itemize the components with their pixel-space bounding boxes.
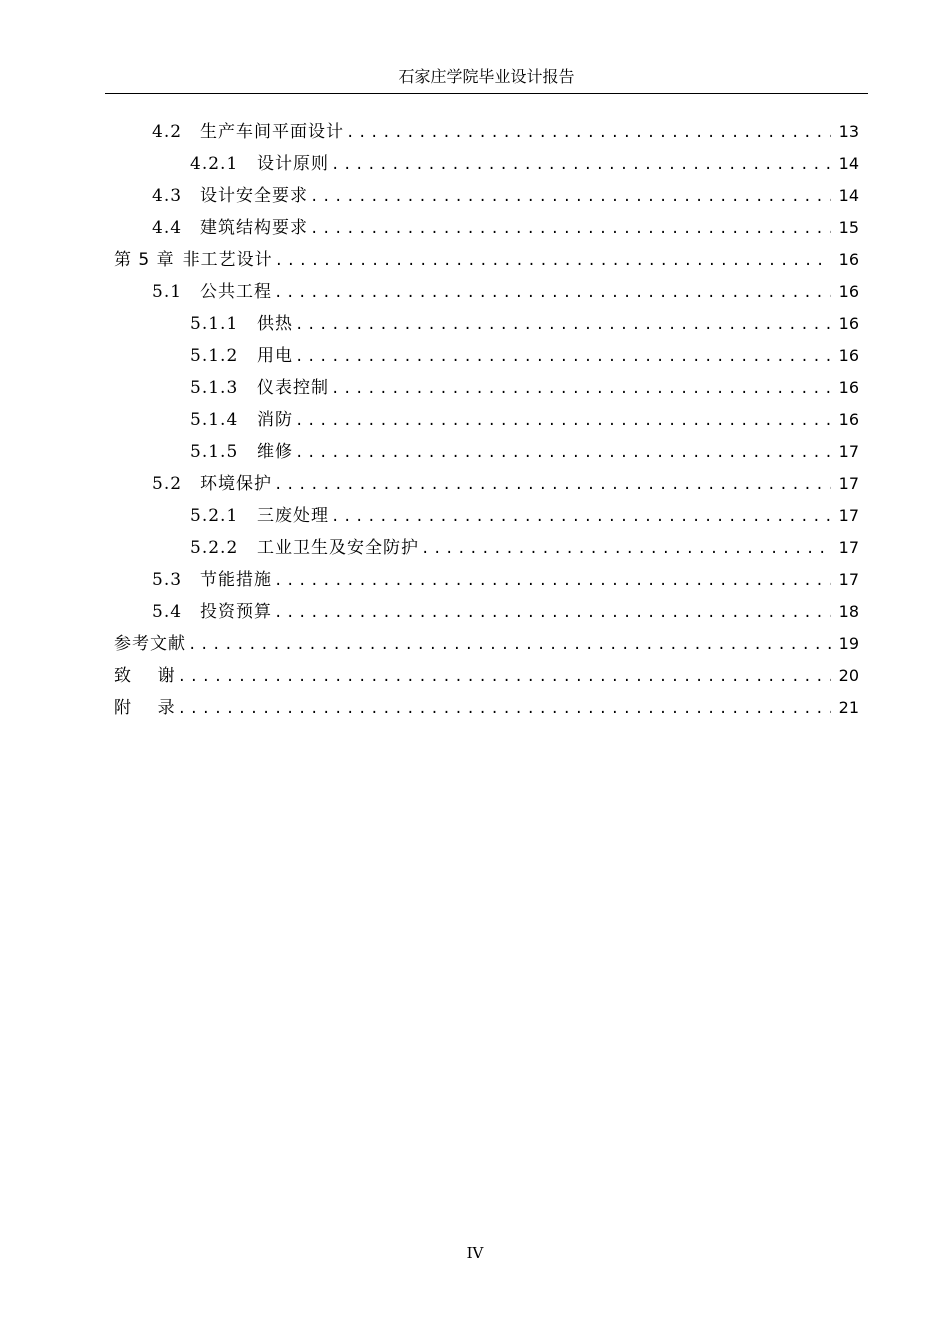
toc-dot-leader <box>188 629 831 661</box>
toc-entry[interactable] <box>114 244 859 276</box>
toc-entry[interactable] <box>190 500 859 532</box>
toc-entry-title: 供热 <box>257 314 293 334</box>
toc-entry-page: 20 <box>838 666 859 685</box>
toc-entry-number: 5.1.1 <box>190 314 239 334</box>
toc-entry-number: 第 5 章 <box>114 250 175 270</box>
toc-dot-leader <box>275 245 831 277</box>
toc-dot-leader <box>421 533 831 565</box>
toc-dot-leader <box>331 501 831 533</box>
toc-entry-number: 4.4 <box>152 218 183 238</box>
toc-entry-title: 非工艺设计 <box>182 250 273 270</box>
toc-entry-number: 5.1.3 <box>190 378 239 398</box>
toc-entry-page: 16 <box>838 314 859 333</box>
toc-entry-number: 5.3 <box>152 570 183 590</box>
toc-dot-leader <box>310 213 831 245</box>
toc-entry-number: 5.1.4 <box>190 410 239 430</box>
toc-entry[interactable] <box>190 308 859 340</box>
toc-entry[interactable] <box>152 564 859 596</box>
toc-entry-title: 致 谢 <box>114 666 176 686</box>
toc-entry-page: 17 <box>838 474 859 493</box>
toc-entry[interactable] <box>152 468 859 500</box>
toc-entry[interactable] <box>152 596 859 628</box>
toc-dot-leader <box>295 437 831 469</box>
toc-entry-page: 17 <box>838 570 859 589</box>
toc-entry-page: 21 <box>838 698 859 717</box>
toc-entry-title: 附 录 <box>114 698 176 718</box>
toc-dot-leader <box>331 149 831 181</box>
toc-dot-leader <box>274 469 831 501</box>
toc-entry-title: 参考文献 <box>114 634 186 654</box>
toc-entry[interactable] <box>190 404 859 436</box>
toc-entry-page: 16 <box>838 282 859 301</box>
toc-entry[interactable] <box>114 660 859 692</box>
toc-entry-page: 17 <box>838 538 859 557</box>
toc-entry[interactable] <box>152 212 859 244</box>
toc-entry[interactable] <box>114 692 859 724</box>
header-rule <box>105 93 868 94</box>
toc-entry-title: 设计安全要求 <box>200 186 308 206</box>
toc-entry-title: 三废处理 <box>257 506 329 526</box>
toc-entry-page: 13 <box>838 122 859 141</box>
toc-entry-page: 14 <box>838 154 859 173</box>
toc-entry-page: 17 <box>838 442 859 461</box>
toc-entry-page: 15 <box>838 218 859 237</box>
toc-entry-title: 生产车间平面设计 <box>200 122 344 142</box>
toc-entry[interactable] <box>190 340 859 372</box>
page-number: IV <box>466 1244 484 1262</box>
toc-dot-leader <box>274 277 831 309</box>
toc-dot-leader <box>295 309 831 341</box>
toc-entry-number: 4.2 <box>152 122 183 142</box>
toc-entry-page: 16 <box>838 378 859 397</box>
toc-entry-number: 5.1.5 <box>190 442 239 462</box>
toc-entry-page: 16 <box>838 250 859 269</box>
toc-entry-page: 16 <box>838 410 859 429</box>
toc-dot-leader <box>331 373 831 405</box>
toc-dot-leader <box>178 693 831 725</box>
toc-dot-leader <box>274 597 831 629</box>
toc-entry-number: 4.3 <box>152 186 183 206</box>
toc-entry[interactable] <box>114 628 859 660</box>
toc-entry-page: 16 <box>838 346 859 365</box>
toc-dot-leader <box>346 117 831 149</box>
toc-entry-title: 工业卫生及安全防护 <box>257 538 419 558</box>
toc-entry-title: 建筑结构要求 <box>200 218 308 238</box>
toc-entry[interactable] <box>190 532 859 564</box>
toc-entry-title: 消防 <box>257 410 293 430</box>
toc-entry-title: 环境保护 <box>200 474 272 494</box>
toc-entry-number: 5.2 <box>152 474 183 494</box>
toc-entry-title: 仪表控制 <box>257 378 329 398</box>
toc-entry-page: 17 <box>838 506 859 525</box>
toc-entry-page: 18 <box>838 602 859 621</box>
toc-entry-number: 5.1.2 <box>190 346 239 366</box>
toc-entry-number: 5.1 <box>152 282 183 302</box>
toc-entry[interactable] <box>190 372 859 404</box>
toc-entry-number: 5.2.2 <box>190 538 239 558</box>
toc-entry-title: 节能措施 <box>200 570 272 590</box>
toc-entry-number: 4.2.1 <box>190 154 239 174</box>
toc-entry-title: 维修 <box>257 442 293 462</box>
toc-entry-page: 19 <box>838 634 859 653</box>
toc-entry[interactable] <box>152 116 859 148</box>
toc-entry-title: 用电 <box>257 346 293 366</box>
toc-entry-number: 5.2.1 <box>190 506 239 526</box>
toc-entry-title: 投资预算 <box>200 602 272 622</box>
toc-dot-leader <box>295 341 831 373</box>
toc-entry[interactable] <box>190 436 859 468</box>
toc-entry-number: 5.4 <box>152 602 183 622</box>
toc-dot-leader <box>295 405 831 437</box>
toc-dot-leader <box>178 661 831 693</box>
page-header: 石家庄学院毕业设计报告 <box>398 67 575 86</box>
toc-entry-title: 公共工程 <box>200 282 272 302</box>
toc-dot-leader <box>310 181 831 213</box>
toc-entry-title: 设计原则 <box>257 154 329 174</box>
toc-entry[interactable] <box>190 148 859 180</box>
toc-entry[interactable] <box>152 276 859 308</box>
toc-entry[interactable] <box>152 180 859 212</box>
toc-dot-leader <box>274 565 831 597</box>
toc-entry-page: 14 <box>838 186 859 205</box>
